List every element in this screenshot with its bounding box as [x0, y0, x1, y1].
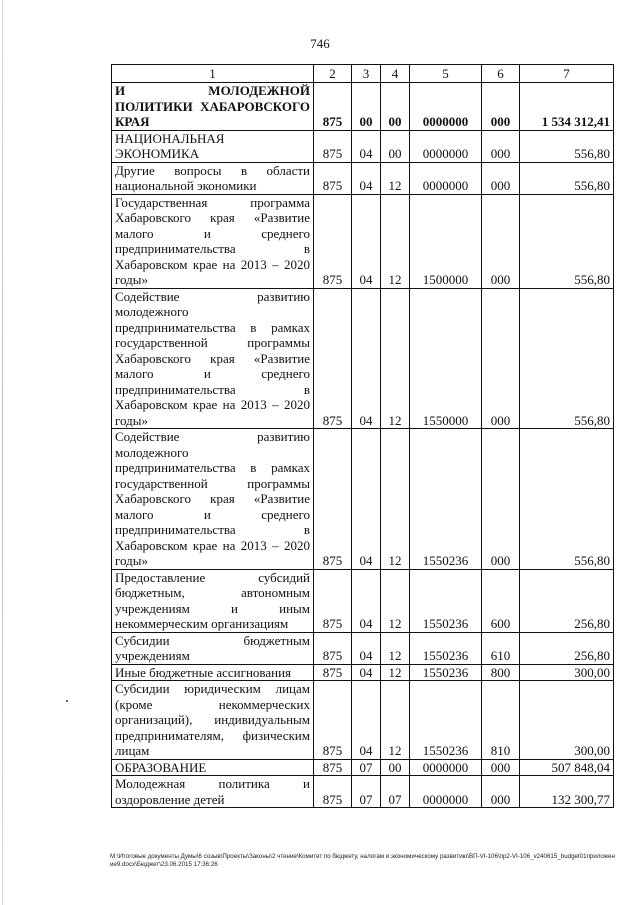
row-description: Государственная программа Хабаровского края «Развитие малого и среднего предпринимательства в Хабаровском крае на 2013 – 2020 годы»	[112, 194, 314, 288]
cell-target-article: 1550236	[410, 632, 482, 664]
cell-section-code: 04	[352, 632, 381, 664]
scan-edge	[2, 0, 3, 905]
cell-subsection-code: 12	[381, 664, 410, 681]
cell-subsection-code: 00	[381, 759, 410, 776]
table-row	[112, 759, 614, 776]
cell-target-article: 0000000	[410, 162, 482, 194]
cell-section-code: 04	[352, 162, 381, 194]
cell-target-article: 0000000	[410, 759, 482, 776]
table-row	[112, 83, 614, 131]
cell-ministry-code: 875	[314, 130, 352, 162]
table-row	[112, 429, 614, 570]
cell-ministry-code: 875	[314, 194, 352, 288]
cell-section-code: 07	[352, 759, 381, 776]
cell-amount: 256,80	[520, 569, 614, 632]
cell-amount: 132 300,77	[520, 776, 614, 808]
budget-table	[111, 64, 614, 808]
cell-expense-type: 000	[482, 429, 520, 570]
row-description: Субсидии бюджетным учреждениям	[112, 632, 314, 664]
cell-ministry-code: 875	[314, 288, 352, 429]
table-row	[112, 681, 614, 760]
cell-amount: 556,80	[520, 194, 614, 288]
column-header: 7	[520, 65, 614, 83]
cell-expense-type: 000	[482, 288, 520, 429]
cell-expense-type: 610	[482, 632, 520, 664]
row-description: И МОЛОДЕЖНОЙ ПОЛИТИКИ ХАБАРОВСКОГО КРАЯ	[112, 83, 314, 131]
table-row	[112, 632, 614, 664]
cell-amount: 556,80	[520, 429, 614, 570]
cell-amount: 1 534 312,41	[520, 83, 614, 131]
cell-section-code: 04	[352, 664, 381, 681]
cell-ministry-code: 875	[314, 759, 352, 776]
cell-ministry-code: 875	[314, 429, 352, 570]
column-header: 6	[482, 65, 520, 83]
cell-section-code: 07	[352, 776, 381, 808]
cell-ministry-code: 875	[314, 569, 352, 632]
cell-ministry-code: 875	[314, 162, 352, 194]
cell-ministry-code: 875	[314, 664, 352, 681]
cell-amount: 256,80	[520, 632, 614, 664]
cell-target-article: 1550236	[410, 664, 482, 681]
row-description: Иные бюджетные ассигнования	[112, 664, 314, 681]
cell-section-code: 00	[352, 83, 381, 131]
cell-target-article: 0000000	[410, 776, 482, 808]
cell-subsection-code: 07	[381, 776, 410, 808]
cell-target-article: 1550236	[410, 681, 482, 760]
cell-ministry-code: 875	[314, 632, 352, 664]
cell-subsection-code: 12	[381, 632, 410, 664]
cell-section-code: 04	[352, 194, 381, 288]
cell-amount: 556,80	[520, 288, 614, 429]
cell-ministry-code: 875	[314, 681, 352, 760]
cell-amount: 300,00	[520, 681, 614, 760]
cell-expense-type: 000	[482, 162, 520, 194]
cell-subsection-code: 12	[381, 429, 410, 570]
cell-expense-type: 800	[482, 664, 520, 681]
table-row	[112, 130, 614, 162]
column-header: 2	[314, 65, 352, 83]
table-row	[112, 569, 614, 632]
row-description: Содействие развитию молодежного предпринимательства в рамках государственной программы Хабаровского края «Развитие малого и среднего предпринимательства в Хабаровском крае на 2013 – 2020 годы»	[112, 288, 314, 429]
column-header: 4	[381, 65, 410, 83]
cell-subsection-code: 12	[381, 162, 410, 194]
cell-target-article: 1550236	[410, 429, 482, 570]
cell-target-article: 1500000	[410, 194, 482, 288]
cell-expense-type: 000	[482, 83, 520, 131]
cell-expense-type: 000	[482, 759, 520, 776]
cell-subsection-code: 12	[381, 569, 410, 632]
table-row	[112, 776, 614, 808]
header-row	[112, 65, 614, 83]
cell-expense-type: 000	[482, 130, 520, 162]
cell-expense-type: 810	[482, 681, 520, 760]
cell-target-article: 0000000	[410, 83, 482, 131]
cell-section-code: 04	[352, 681, 381, 760]
column-header: 1	[112, 65, 314, 83]
cell-target-article: 1550000	[410, 288, 482, 429]
cell-amount: 507 848,04	[520, 759, 614, 776]
row-description: Содействие развитию молодежного предпринимательства в рамках государственной программы Хабаровского края «Развитие малого и среднего предпринимательства в Хабаровском крае на 2013 – 2020 годы»	[112, 429, 314, 570]
row-description: Другие вопросы в области национальной экономики	[112, 162, 314, 194]
row-description: НАЦИОНАЛЬНАЯ ЭКОНОМИКА	[112, 130, 314, 162]
cell-subsection-code: 12	[381, 681, 410, 760]
row-description: Субсидии юридическим лицам (кроме некоммерческих организаций), индивидуальным предпринимателям, физическим лицам	[112, 681, 314, 760]
row-description: ОБРАЗОВАНИЕ	[112, 759, 314, 776]
cell-section-code: 04	[352, 130, 381, 162]
column-header: 5	[410, 65, 482, 83]
file-path-footer: M:\Итоговые документы Думы\6 созыв\Проекты\Законы\2 чтение\Комитет по бюджету, налогам и экономическому развитию\ВП-VI-106\пр2-VI-106_v240615_budget01приложение9.docx\Бюджет\23.06.2015 17:36:26	[110, 853, 615, 868]
cell-amount: 556,80	[520, 130, 614, 162]
cell-target-article: 0000000	[410, 130, 482, 162]
cell-section-code: 04	[352, 288, 381, 429]
row-description: Молодежная политика и оздоровление детей	[112, 776, 314, 808]
page-number: 746	[310, 36, 330, 51]
row-description: Предоставление субсидий бюджетным, автономным учреждениям и иным некоммерческим организациям	[112, 569, 314, 632]
cell-ministry-code: 875	[314, 776, 352, 808]
cell-subsection-code: 00	[381, 83, 410, 131]
cell-subsection-code: 12	[381, 288, 410, 429]
scan-mark	[66, 700, 68, 702]
table-row	[112, 194, 614, 288]
cell-amount: 300,00	[520, 664, 614, 681]
cell-expense-type: 000	[482, 776, 520, 808]
cell-section-code: 04	[352, 569, 381, 632]
cell-expense-type: 000	[482, 194, 520, 288]
cell-subsection-code: 12	[381, 194, 410, 288]
cell-section-code: 04	[352, 429, 381, 570]
table-row	[112, 288, 614, 429]
column-header: 3	[352, 65, 381, 83]
cell-amount: 556,80	[520, 162, 614, 194]
table-row	[112, 664, 614, 681]
table-row	[112, 162, 614, 194]
cell-target-article: 1550236	[410, 569, 482, 632]
cell-ministry-code: 875	[314, 83, 352, 131]
cell-expense-type: 600	[482, 569, 520, 632]
cell-subsection-code: 00	[381, 130, 410, 162]
